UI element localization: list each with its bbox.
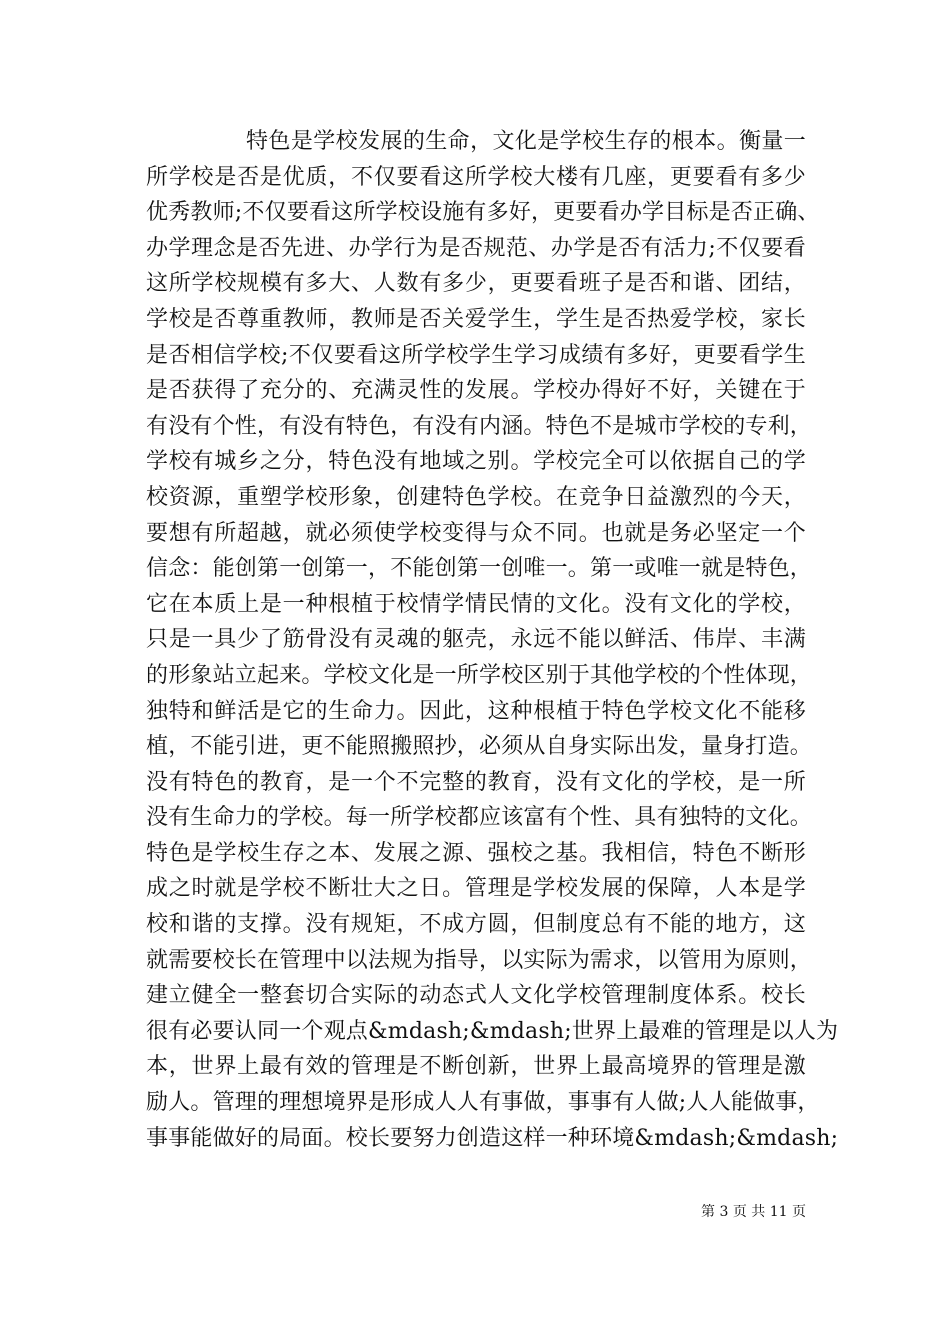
text-line: 是否相信学校;不仅要看这所学校学生学习成绩有多好，更要看学生 [146, 342, 806, 368]
text-line: 励人。管理的理想境界是形成人人有事做，事事有人做;人人能做事， [146, 1090, 820, 1116]
text-line: 植，不能引进，更不能照搬照抄，必须从自身实际出发，量身打造。 [146, 734, 813, 760]
text-line: 它在本质上是一种根植于校情学情民情的文化。没有文化的学校， [146, 591, 806, 617]
text-line: 很有必要认同一个观点&mdash;&mdash;世界上最难的管理是以人为 [146, 1018, 839, 1044]
text-line: 没有生命力的学校。每一所学校都应该富有个性、具有独特的文化。 [146, 805, 813, 831]
text-line: 是否获得了充分的、充满灵性的发展。学校办得好不好，关键在于 [146, 378, 806, 404]
text-line: 学校有城乡之分，特色没有地域之别。学校完全可以依据自己的学 [146, 449, 806, 475]
text-line: 没有特色的教育，是一个不完整的教育，没有文化的学校，是一所 [146, 769, 806, 795]
text-line: 办学理念是否先进、办学行为是否规范、办学是否有活力;不仅要看 [146, 235, 806, 261]
text-line: 优秀教师;不仅要看这所学校设施有多好，更要看办学目标是否正确、 [146, 200, 820, 226]
text-line: 这所学校规模有多大、人数有多少，更要看班子是否和谐、团结， [146, 271, 806, 297]
text-line: 建立健全一整套切合实际的动态式人文化学校管理制度体系。校长 [146, 983, 806, 1009]
text-line: 学校是否尊重教师，教师是否关爱学生，学生是否热爱学校，家长 [146, 306, 806, 332]
text-line: 独特和鲜活是它的生命力。因此，这种根植于特色学校文化不能移 [146, 698, 806, 724]
text-line: 本，世界上最有效的管理是不断创新，世界上最高境界的管理是激 [146, 1054, 806, 1080]
text-line: 校和谐的支撑。没有规矩，不成方圆，但制度总有不能的地方，这 [146, 912, 806, 938]
body-text [146, 124, 839, 1156]
text-line: 有没有个性，有没有特色，有没有内涵。特色不是城市学校的专利， [146, 413, 813, 439]
text-line: 的形象站立起来。学校文化是一所学校区别于其他学校的个性体现， [146, 662, 813, 688]
text-line: 只是一具少了筋骨没有灵魂的躯壳，永远不能以鲜活、伟岸、丰满 [146, 627, 806, 653]
page-number-footer: 第 3 页 共 11 页 [701, 1204, 806, 1220]
text-line: 所学校是否是优质，不仅要看这所学校大楼有几座，更要看有多少 [146, 164, 806, 190]
text-line: 校资源，重塑学校形象，创建特色学校。在竞争日益激烈的今天， [146, 484, 806, 510]
text-line: 事事能做好的局面。校长要努力创造这样一种环境&mdash;&mdash; [146, 1125, 839, 1151]
text-line: 特色是学校发展的生命，文化是学校生存的根本。衡量一 [246, 129, 806, 154]
text-line: 特色是学校生存之本、发展之源、强校之基。我相信，特色不断形 [146, 840, 806, 866]
text-line: 就需要校长在管理中以法规为指导，以实际为需求，以管用为原则， [146, 947, 813, 973]
text-line: 成之时就是学校不断壮大之日。管理是学校发展的保障，人本是学 [146, 876, 806, 902]
text-line: 要想有所超越，就必须使学校变得与众不同。也就是务必坚定一个 [146, 520, 806, 546]
text-line: 信念：能创第一创第一，不能创第一创唯一。第一或唯一就是特色， [146, 556, 813, 582]
